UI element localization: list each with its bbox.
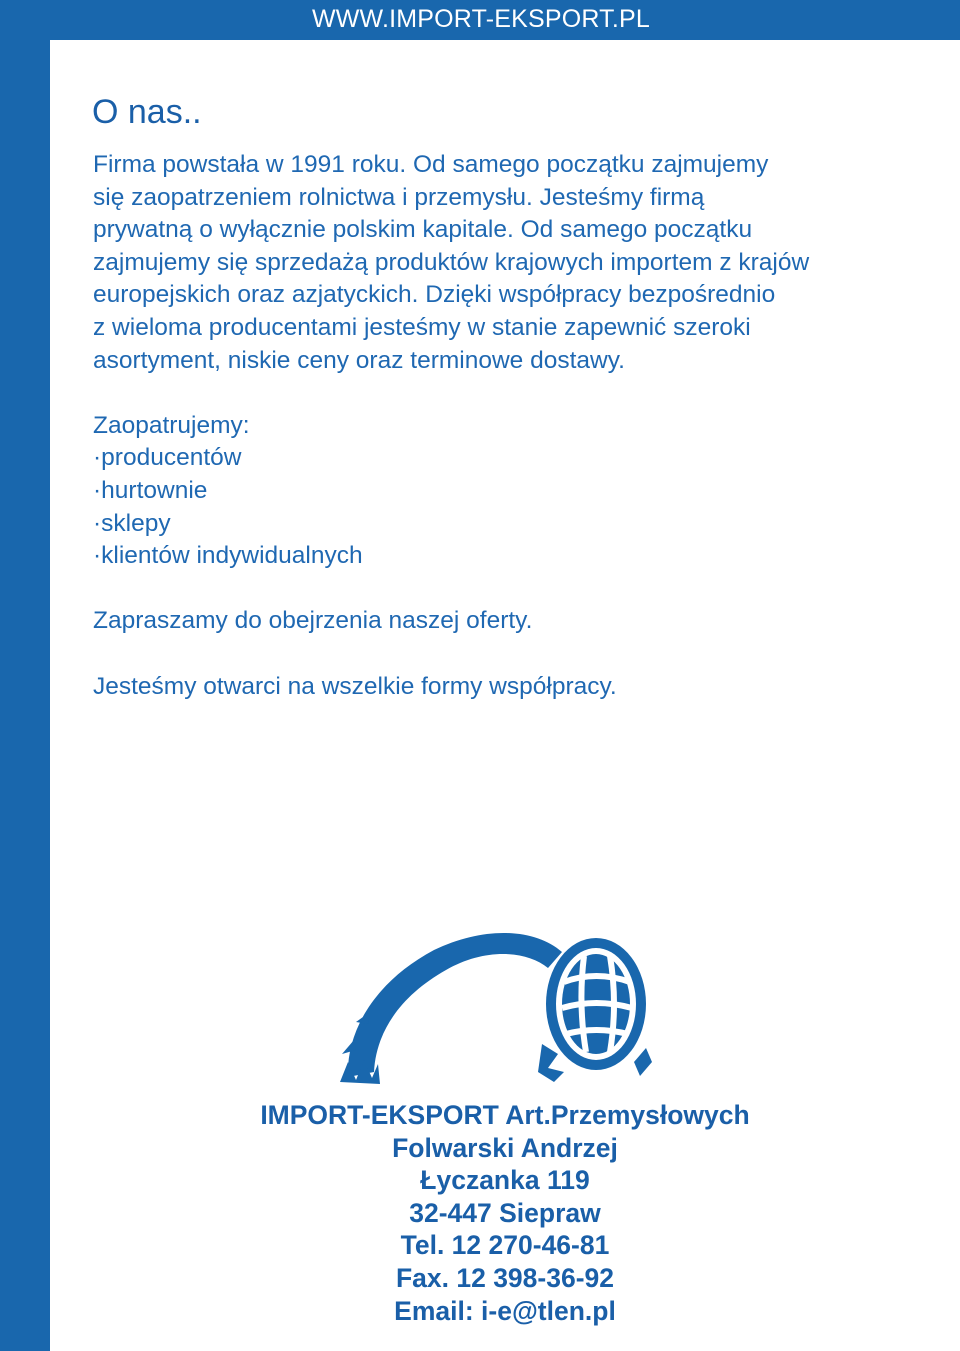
cooperation-text: Jesteśmy otwarci na wszelkie formy współpracy. [93,672,617,700]
intro-line: europejskich oraz azjatyckich. Dzięki współpracy bezpośrednio [93,281,776,309]
site-url[interactable]: WWW.IMPORT-EKSPORT.PL [311,5,650,33]
street-address: Łyczanka 119 [420,1165,590,1196]
intro-line: Firma powstała w 1991 roku. Od samego początku zajmujemy [93,151,769,178]
company-name: IMPORT-EKSPORT Art.Przemysłowych [260,1100,750,1130]
intro-line: asortyment, niskie ceny oraz terminowe dostawy. [93,346,625,374]
intro-line: prywatną o wyłącznie polskim kapitale. Od samego początku [93,216,753,244]
intro-line: się zaopatrzeniem rolnictwa i przemysłu. Jesteśmy firmą [93,183,705,211]
list-item: ·producentów [93,444,242,472]
left-brand-bar [0,0,50,1351]
intro-line: zajmujemy się sprzedażą produktów krajowych importem z krajów [93,248,810,276]
list-item: ·klientów indywidualnych [93,542,363,570]
supply-list [93,442,953,572]
list-item: ·hurtownie [93,476,208,504]
intro-line: z wieloma producentami jesteśmy w stanie zapewnić szeroki [93,313,751,341]
intro-paragraph [93,149,945,377]
top-brand-bar [0,0,960,40]
owner-name: Folwarski Andrzej [392,1132,618,1163]
contact-block [50,1099,960,1327]
about-content [93,149,953,703]
page-title: O nas.. [92,93,202,131]
city-address: 32-447 Siepraw [409,1197,601,1228]
company-logo-icon [334,912,654,1092]
phone-number: Tel. 12 270-46-81 [400,1230,610,1261]
fax-number: Fax. 12 398-36-92 [395,1262,615,1293]
invite-text: Zapraszamy do obejrzenia naszej oferty. [93,607,533,635]
email-address[interactable]: Email: i-e@tlen.pl [394,1295,616,1326]
list-item: ·sklepy [93,509,171,537]
supply-title: Zaopatrujemy: [93,411,250,439]
supply-section [93,410,953,573]
